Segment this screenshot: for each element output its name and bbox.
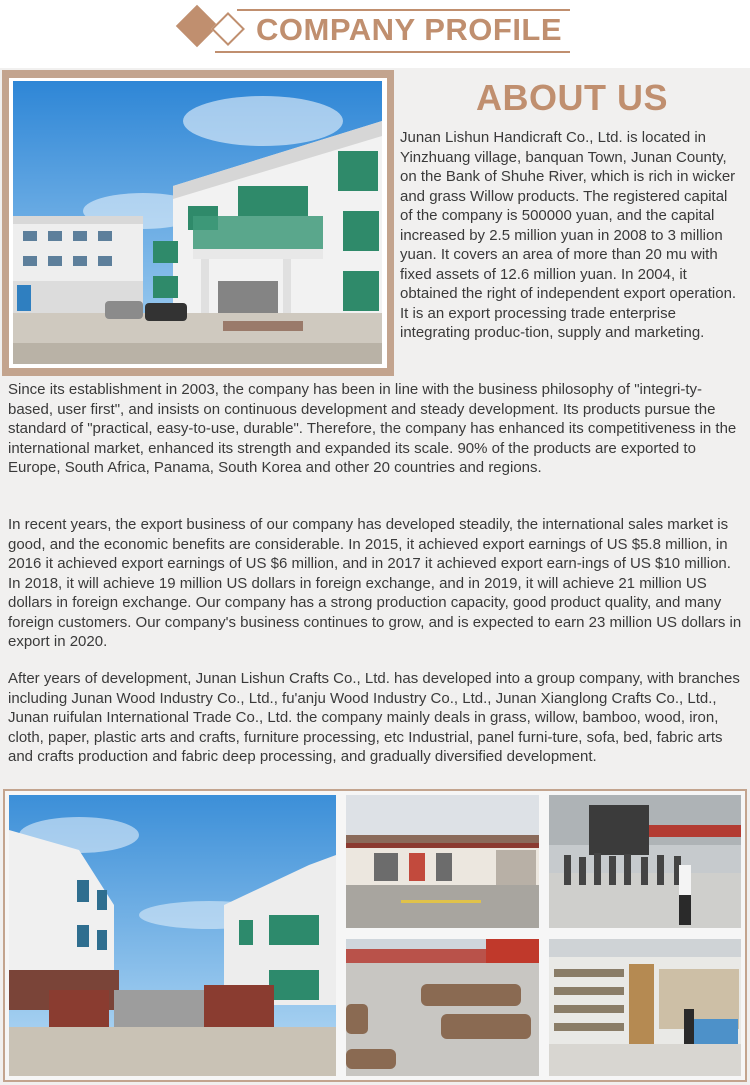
history-paragraph: Since its establishment in 2003, the company has been in line with the business philosophy of "integri-ty-based, user first", and insists on continuous development and steady development. Its products pursue the standard of "practical, easy-to-use, durable". Therefore, the company has enhanced its competitiveness in the international market, enhanced its strength and expanded its scale. 90% of the products are exported to Europe, South Africa, Panama, South Korea and other 20 countries and regions. — [8, 381, 737, 476]
about-title: ABOUT US — [476, 77, 668, 118]
gallery-photo-visitors — [549, 795, 741, 928]
export-paragraph: In recent years, the export business of our company has developed steadily, the international sales market is good, and the economic benefits are considerable. In 2015, it achieved export earnings of US $5.8 million, in 2016 it achieved export earnings of US $6 million, and in 2017 it achieved export earn-ings of US $10 million. In 2018, it will achieve 19 million US dollars in foreign exchange, and in 2019, it will achieve 21 million US dollars in foreign exchange. Our company has a strong production capacity, good product quality, and many foreign customers. Our company's business continues to grow, and is expected to earn 23 million US dollars in export in 2020. — [8, 516, 742, 650]
gallery-photo-drying-yard — [346, 939, 539, 1076]
group-paragraph: After years of development, Junan Lishun Crafts Co., Ltd. has developed into a group company, with branches including Junan Wood Industry Co., Ltd., fu'anju Wood Industry Co., Ltd., Junan Xianglong Crafts Co., Ltd., Junan ruifulan International Trade Co., Ltd. the company mainly deals in grass, willow, bamboo, wood, iron, cloth, paper, plastic arts and crafts, furniture processing, etc Industrial, panel furni-ture, sofa, bed, fabric arts and crafts production and fabric deep processing, and gradually diversified development. — [8, 670, 740, 765]
about-intro-text: Junan Lishun Handicraft Co., Ltd. is located in Yinzhuang village, banquan Town, Junan County, on the Bank of Shuhe River, which is rich in wicker and grass Willow products. The registered capital of the company is 500000 yuan, and the capital increased by 2.5 million yuan in 2008 to 3 million yuan. It covers an area of more than 20 mu with fixed assets of 12.6 million yuan. In 2004, it obtained the right of independent export operation. It is an export processing trade enterprise integrating produc-tion, supply and marketing. — [400, 129, 737, 341]
header-rule-top — [237, 9, 570, 11]
factory-building-photo — [13, 81, 382, 364]
header-rule-bottom — [215, 51, 570, 53]
gallery-photo-showroom — [549, 939, 741, 1076]
gallery-photo-gate — [9, 795, 336, 1076]
page-title: COMPANY PROFILE — [256, 12, 563, 47]
gallery-photo-workshop — [346, 795, 539, 928]
